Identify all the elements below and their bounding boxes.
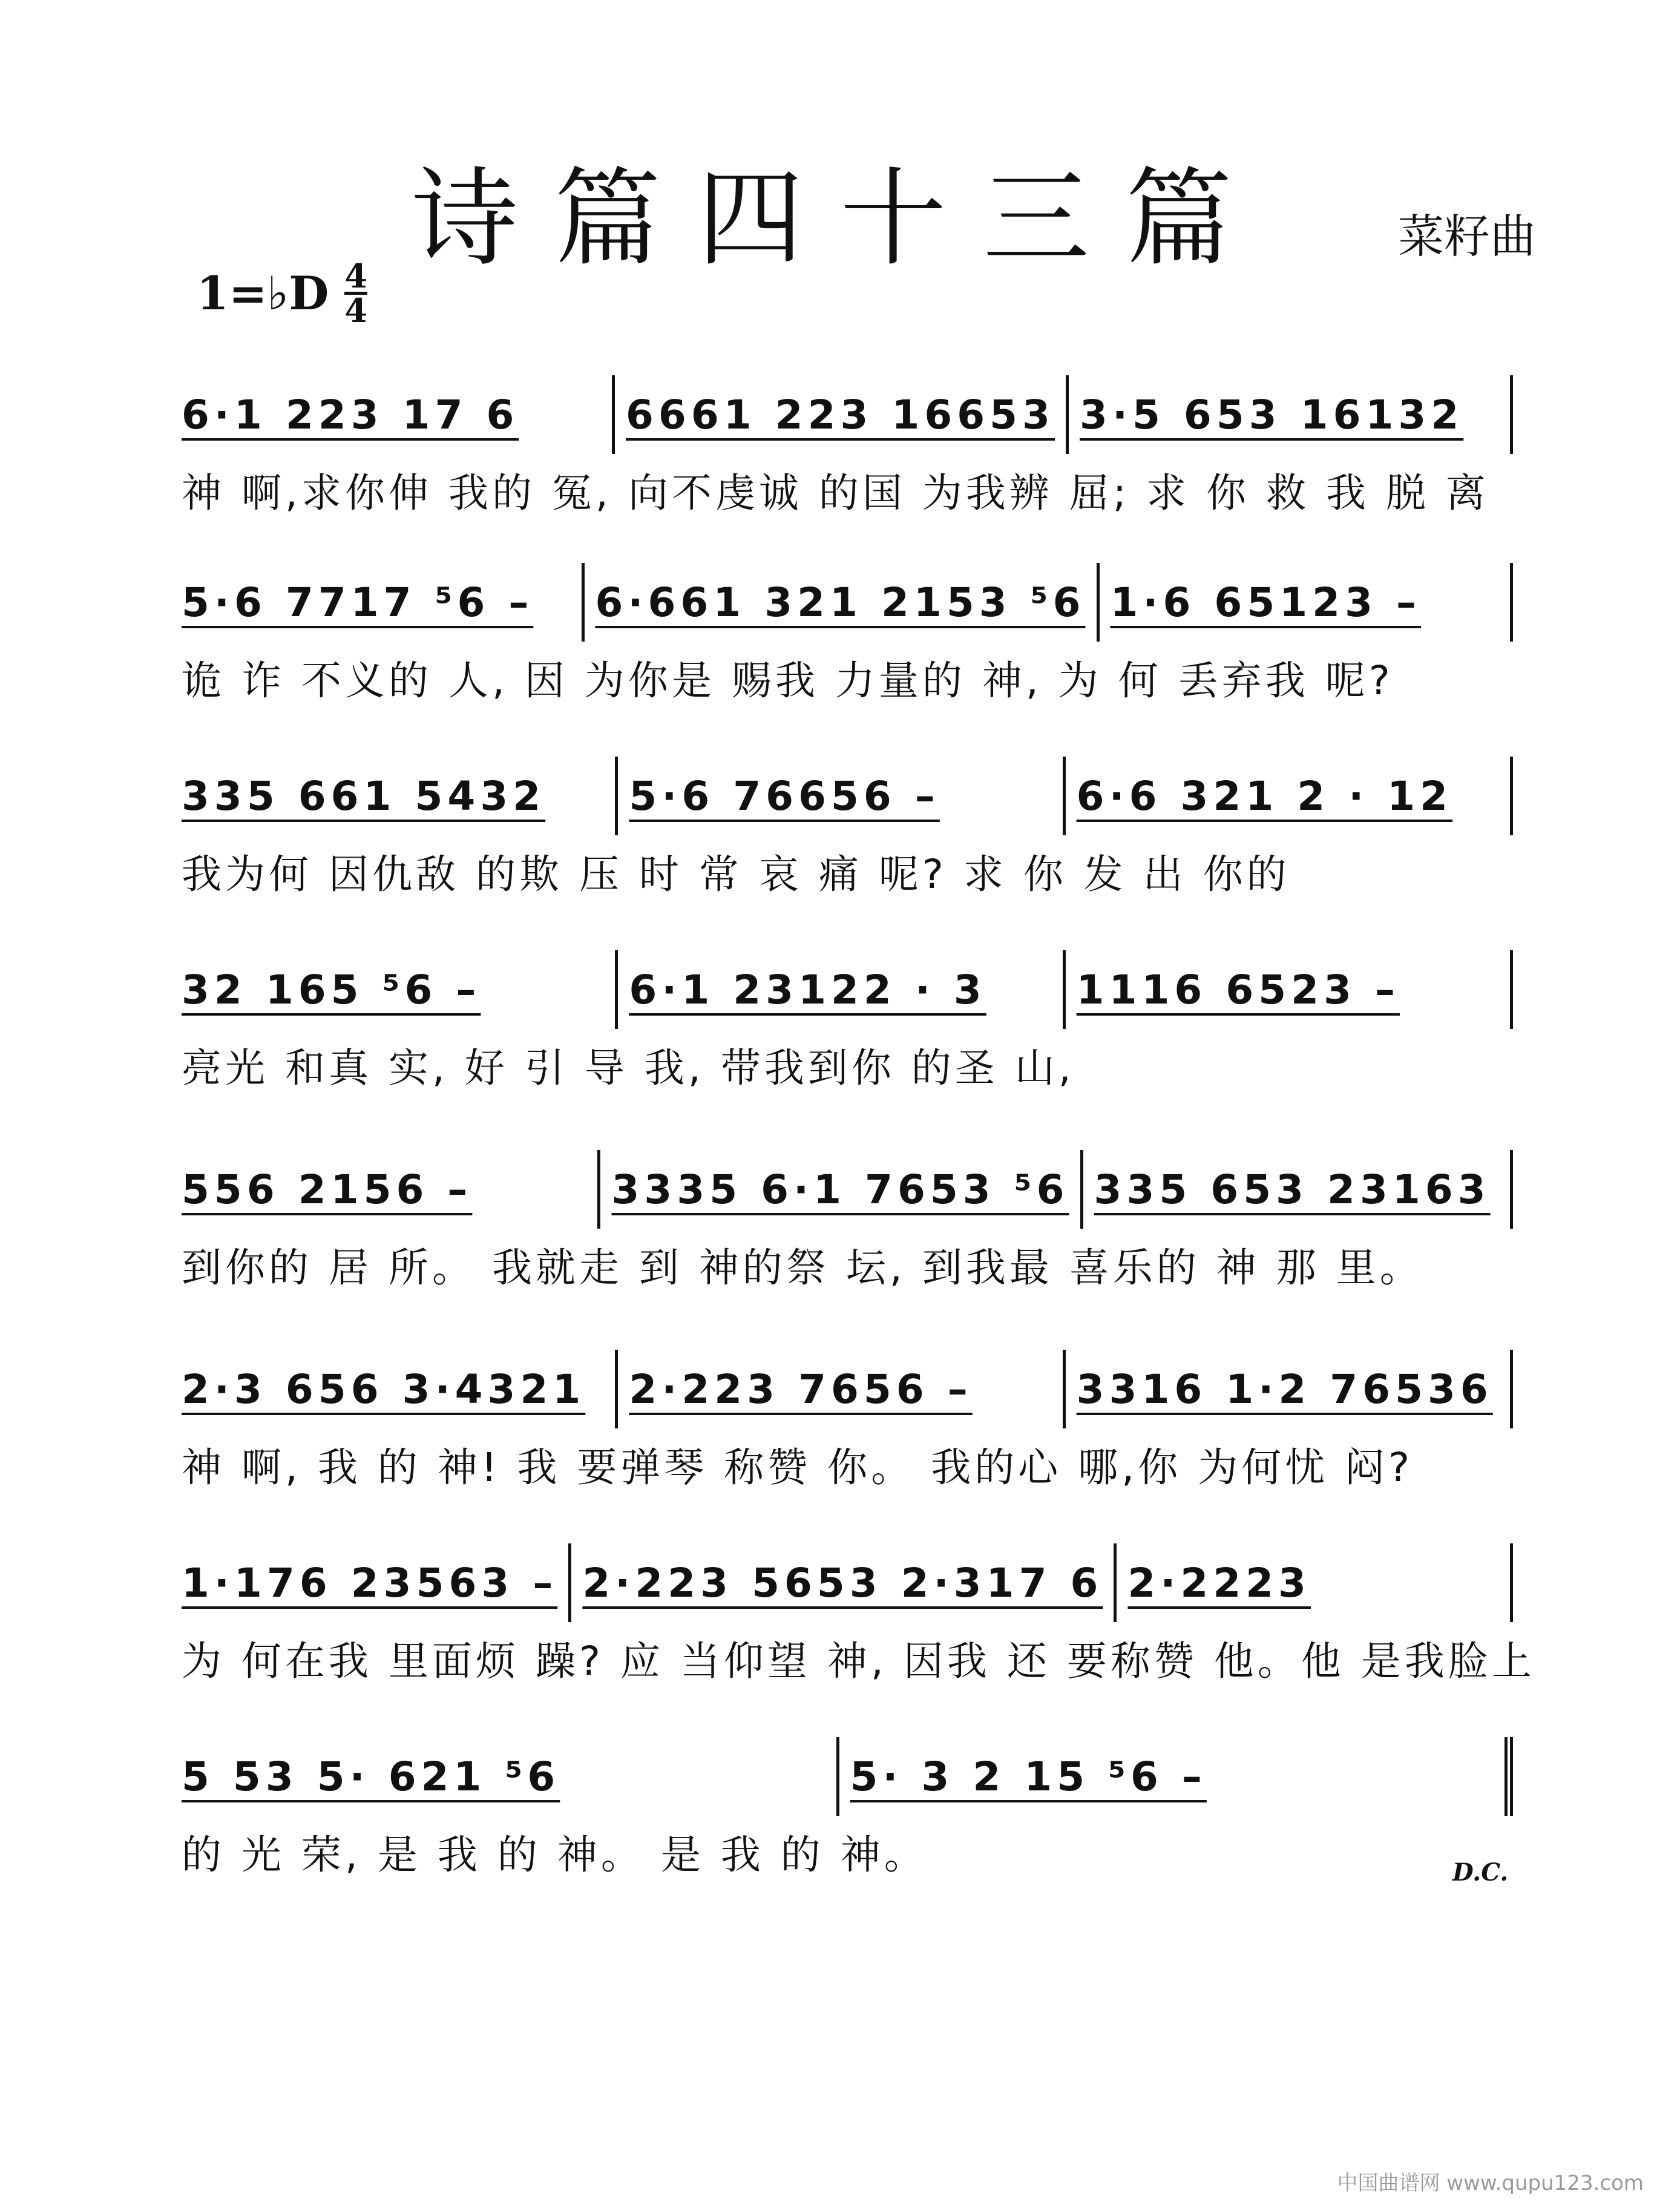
notation-line	[176, 1543, 1513, 1634]
notation-line	[176, 375, 1513, 466]
measure-notes: 6·1 223 17 6	[182, 391, 519, 438]
score-system	[176, 1543, 1535, 1689]
measure-notes: 5 53 5· 621 ⁵6	[182, 1753, 560, 1800]
lyric-line: 我为何 因仇敌 的欺 压 时 常 哀 痛 呢? 求 你 发 出 你的	[182, 851, 1290, 898]
measure	[176, 375, 615, 454]
lyric-line: 的 光 荣, 是 我 的 神。 是 我 的 神。	[182, 1832, 928, 1878]
measure-notes: 6·6 321 2 · 12	[1076, 772, 1453, 820]
da-capo-mark: D.C.	[1452, 1858, 1509, 1887]
song-title: 诗篇四十三篇	[411, 157, 1268, 281]
measure	[600, 1150, 1083, 1229]
measure	[1069, 375, 1513, 454]
measure-notes: 1·176 23563 –	[182, 1559, 558, 1606]
measure	[571, 1543, 1117, 1622]
lyric-line: 诡 诈 不义的 人, 因 为你是 赐我 力量的 神, 为 何 丢弃我 呢?	[182, 657, 1394, 704]
measure-notes: 2·3 656 3·4321	[182, 1365, 586, 1413]
score-system	[176, 757, 1513, 902]
measure	[176, 950, 618, 1029]
measure	[618, 950, 1065, 1029]
measure	[1100, 563, 1514, 642]
lyric-line: 亮光 和真 实, 好 引 导 我, 带我到你 的圣 山,	[182, 1045, 1075, 1091]
notation-line	[176, 1350, 1513, 1441]
measure	[176, 1350, 618, 1428]
measure-notes: 335 661 5432	[182, 772, 546, 820]
measure-notes: 6·661 321 2153 ⁵6	[595, 579, 1086, 626]
measure-notes: 2·223 5653 2·317 6	[582, 1559, 1103, 1606]
key-tonic: 1=♭D	[197, 266, 329, 320]
key-signature	[197, 257, 367, 330]
measure	[618, 1350, 1065, 1428]
measure-notes: 556 2156 –	[182, 1166, 473, 1213]
measure	[1066, 950, 1513, 1029]
measure	[1083, 1150, 1513, 1229]
measure-notes: 5·6 76656 –	[629, 772, 940, 820]
measure-notes: 2·223 7656 –	[629, 1365, 973, 1413]
measure-notes: 6·1 23122 · 3	[629, 966, 986, 1013]
score-system	[176, 950, 1513, 1096]
time-signature	[344, 257, 367, 330]
measure	[1066, 1350, 1513, 1428]
measure	[176, 563, 585, 642]
watermark: 中国曲谱网 www.qupu123.com	[1337, 2171, 1644, 2195]
measure	[176, 757, 618, 835]
notation-line	[176, 1150, 1513, 1241]
lyric-line: 到你的 居 所。 我就走 到 神的祭 坛, 到我最 喜乐的 神 那 里。	[182, 1244, 1423, 1291]
notation-line	[176, 563, 1513, 654]
measure-notes: 1·6 65123 –	[1110, 579, 1421, 626]
notation-line	[176, 1737, 1513, 1828]
score-system	[176, 375, 1513, 521]
score-system	[176, 1150, 1513, 1295]
score-system	[176, 563, 1513, 708]
measure	[615, 375, 1069, 454]
measure-notes: 3335 6·1 7653 ⁵6	[611, 1166, 1069, 1213]
time-signature-top: 4	[344, 257, 367, 295]
measure	[1066, 757, 1513, 835]
notation-line	[176, 950, 1513, 1041]
time-signature-bottom: 4	[344, 291, 367, 330]
score-system	[176, 1350, 1513, 1495]
measure-notes: 3316 1·2 76536	[1076, 1365, 1493, 1413]
measure	[176, 1737, 839, 1816]
measure	[839, 1737, 1514, 1816]
measure-notes: 1116 6523 –	[1076, 966, 1400, 1013]
measure-notes: 32 165 ⁵6 –	[182, 966, 481, 1013]
measure-notes: 335 653 23163	[1094, 1166, 1491, 1213]
composer-credit: 菜籽曲	[1398, 209, 1536, 263]
measure-notes: 6661 223 16653	[625, 391, 1055, 438]
measure	[176, 1543, 571, 1622]
measure	[176, 1150, 600, 1229]
score-system	[176, 1737, 1513, 1882]
notation-line	[176, 757, 1513, 847]
lyric-line: 神 啊, 我 的 神! 我 要弹琴 称赞 你。 我的心 哪,你 为何忧 闷?	[182, 1444, 1414, 1491]
measure-notes: 2·2223	[1127, 1559, 1311, 1606]
measure	[1117, 1543, 1513, 1622]
lyric-line: 神 啊,求你伸 我的 冤, 向不虔诚 的国 为我辨 屈; 求 你 救 我 脱 离	[182, 470, 1489, 516]
measure-notes: 5·6 7717 ⁵6 –	[182, 579, 534, 626]
measure	[585, 563, 1100, 642]
measure	[618, 757, 1065, 835]
measure-notes: 5· 3 2 15 ⁵6 –	[850, 1753, 1207, 1800]
lyric-line: 为 何在我 里面烦 躁? 应 当仰望 神, 因我 还 要称赞 他。他 是我脸上	[182, 1638, 1535, 1684]
measure-notes: 3·5 653 16132	[1080, 391, 1464, 438]
